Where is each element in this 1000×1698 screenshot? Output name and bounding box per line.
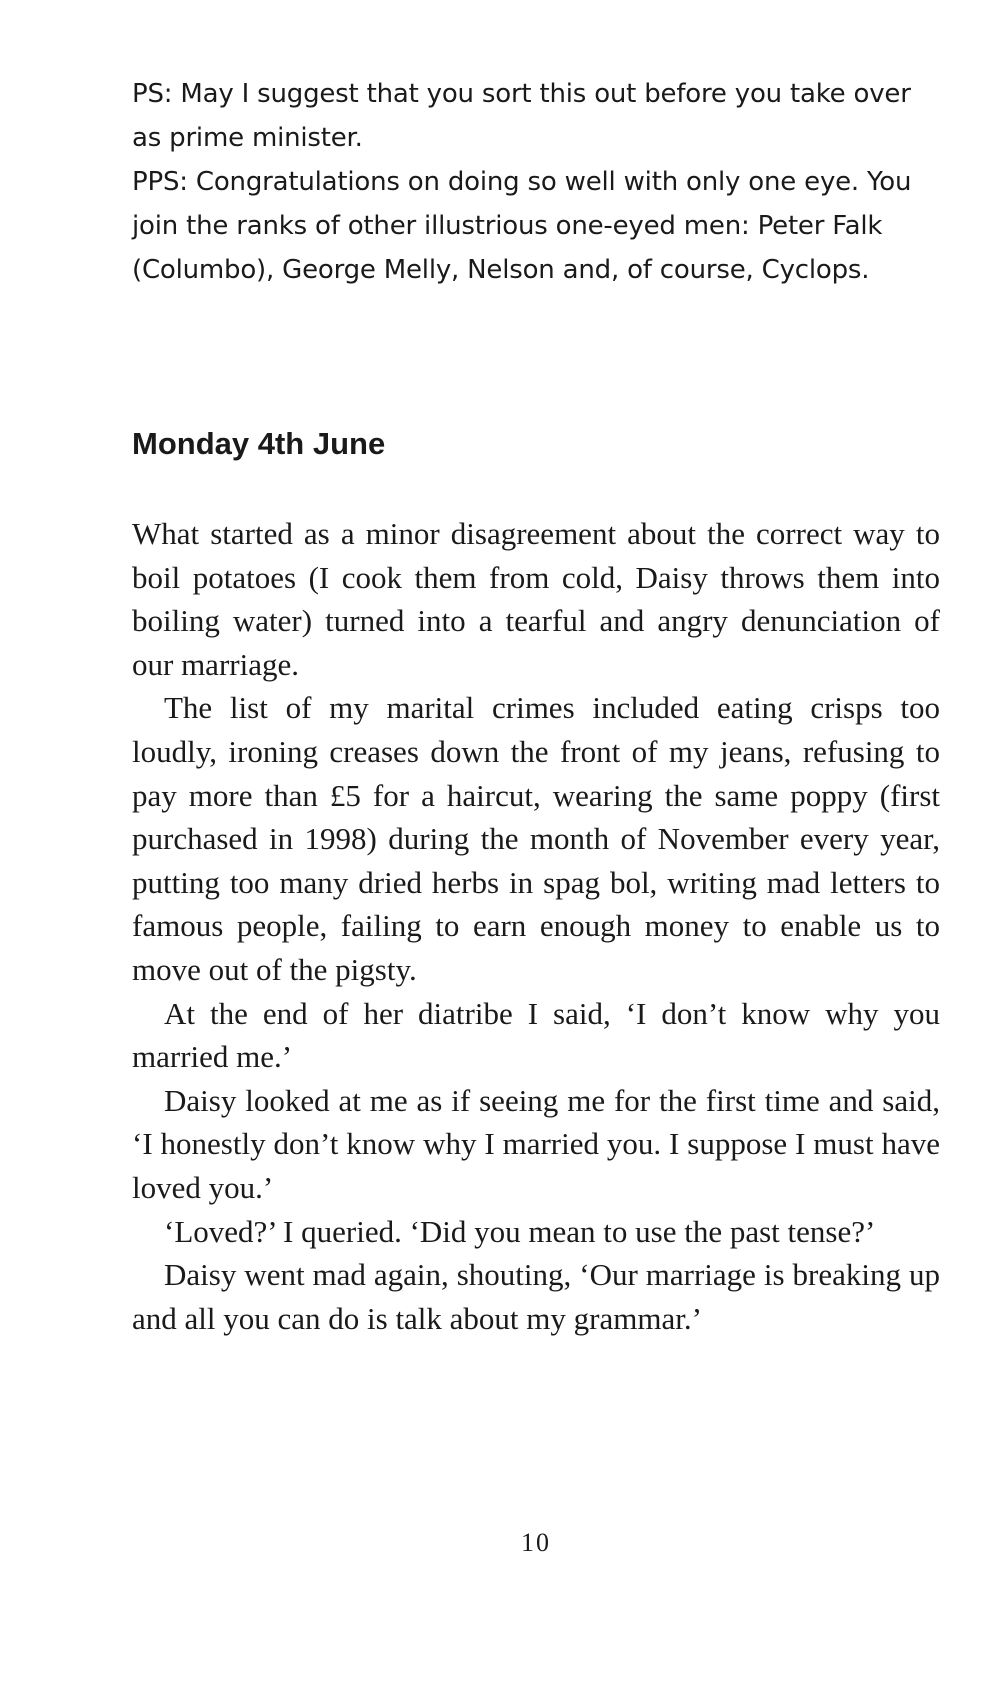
diary-entry-body — [132, 512, 940, 1340]
diary-entry-heading: Monday 4th June — [132, 426, 386, 461]
entry-paragraph: At the end of her diatribe I said, ‘I don’t know why you married me.’ — [132, 995, 940, 1075]
entry-paragraph: Daisy looked at me as if seeing me for the first time and said, ‘I honestly don’t know why I married you. I suppose I must have loved you.’ — [132, 1082, 940, 1205]
entry-paragraph: The list of my marital crimes included eating crisps too loudly, ironing creases down the front of my jeans, refusing to pay more than £5 for a haircut, wearing the same poppy (first purchased in 1998) during the month of November every year, putting too many dried herbs in spag bol, writing mad letters to famous people, failing to earn enough money to enable us to move out of the pigsty. — [132, 690, 940, 987]
entry-paragraph: ‘Loved?’ I queried. ‘Did you mean to use the past tense?’ — [164, 1213, 876, 1249]
entry-paragraph: Daisy went mad again, shouting, ‘Our marriage is breaking up and all you can do is talk about my grammar.’ — [132, 1257, 940, 1336]
letter-postscripts — [132, 72, 940, 292]
book-page — [132, 72, 940, 1557]
pps-line: PPS: Congratulations on doing so well with only one eye. You join the ranks of other illustrious one-eyed men: Peter Falk (Columbo), George Melly, Nelson and, of course, Cyclops. — [132, 167, 912, 285]
entry-paragraph: What started as a minor disagreement about the correct way to boil potatoes (I cook them from cold, Daisy throws them into boiling water) turned into a tearful and angry denunciation of our marriage. — [132, 516, 940, 682]
page-number: 10 — [521, 1528, 551, 1557]
ps-line: PS: May I suggest that you sort this out before you take over as prime minister. — [132, 79, 911, 153]
